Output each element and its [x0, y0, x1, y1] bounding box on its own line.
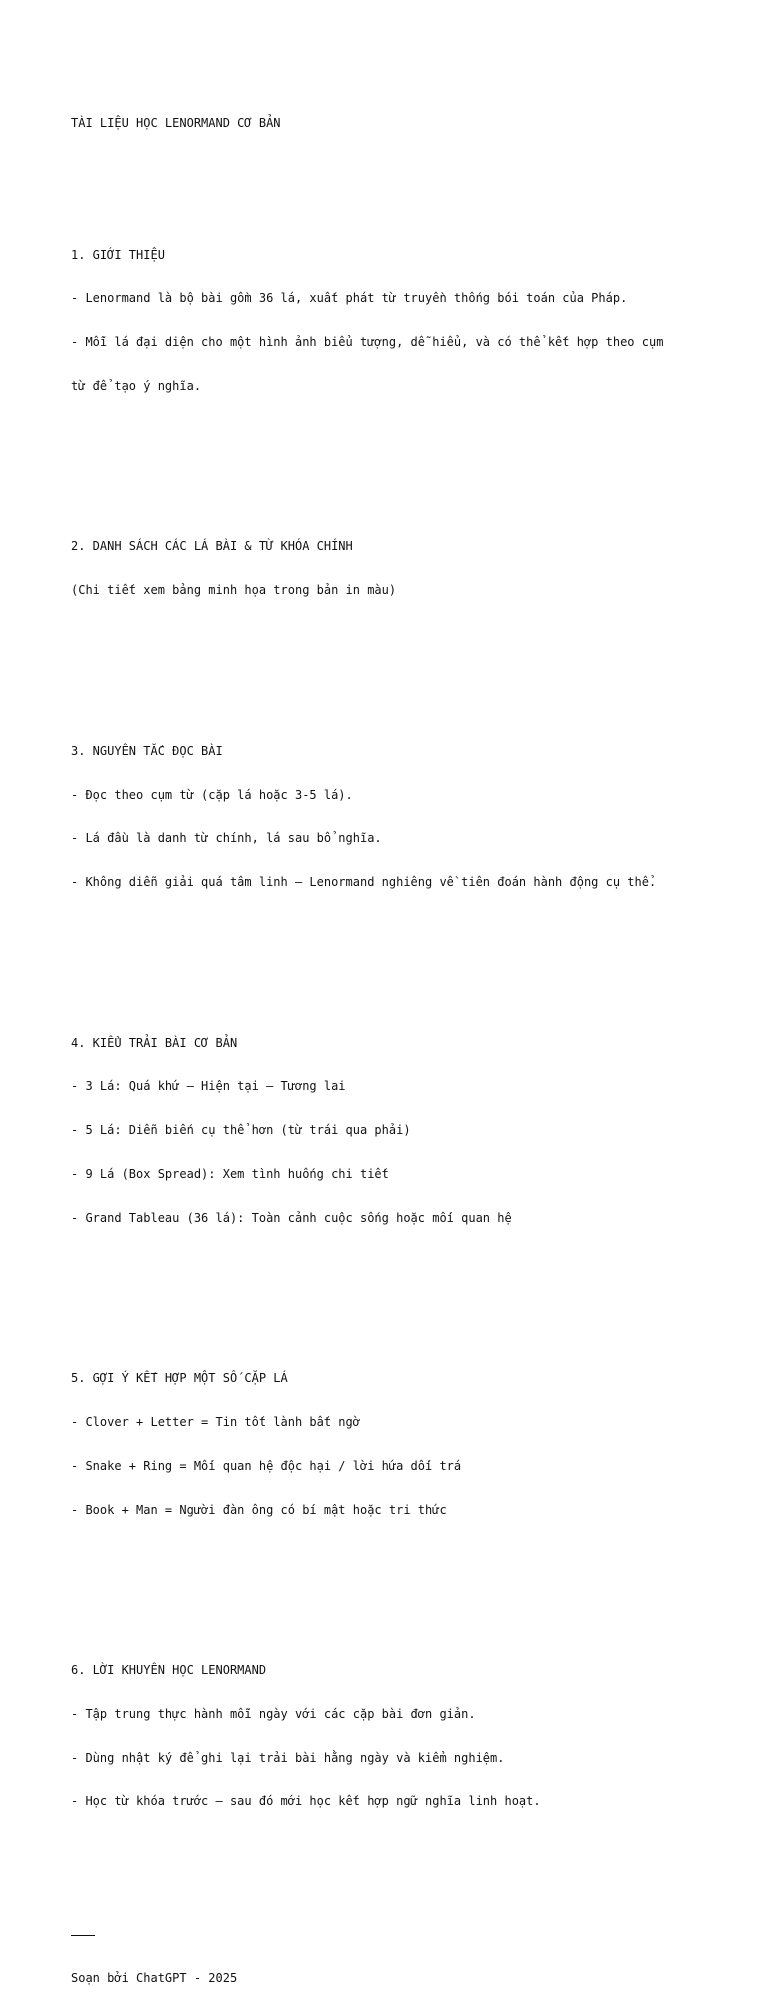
document-body	[71, 87, 731, 2014]
section-line: - Lenormand là bộ bài gồm 36 lá, xuất phát từ truyền thống bói toán của Pháp.	[71, 291, 628, 306]
blank-line	[71, 452, 731, 467]
section-line: - Snake + Ring = Mối quan hệ độc hại / lời hứa dối trá	[71, 1458, 462, 1473]
blank-line	[71, 1867, 731, 1882]
section-heading: 4. KIỂU TRẢI BÀI CƠ BẢN	[71, 1035, 238, 1050]
section-spreads	[71, 1006, 731, 1254]
section-heading: 2. DANH SÁCH CÁC LÁ BÀI & TỪ KHÓA CHÍNH	[71, 539, 353, 554]
footer-credit: Soạn bởi ChatGPT - 2025	[71, 1970, 238, 1985]
section-line: (Chi tiết xem bảng minh họa trong bản in màu)	[71, 583, 397, 598]
section-line: - Học từ khóa trước – sau đó mới học kết hợp ngữ nghĩa linh hoạt.	[71, 1794, 541, 1809]
section-line: - 5 Lá: Diễn biến cụ thể hơn (từ trái qua phải)	[71, 1123, 411, 1138]
section-advice	[71, 1634, 731, 1838]
section-heading: 1. GIỚI THIỆU	[71, 247, 165, 262]
section-line: - Tập trung thực hành mỗi ngày với các cặp bài đơn giản.	[71, 1706, 476, 1721]
section-line: - Dùng nhật ký để ghi lại trải bài hằng ngày và kiểm nghiệm.	[71, 1750, 505, 1765]
blank-line	[71, 948, 731, 963]
blank-line	[71, 1284, 731, 1299]
blank-line	[71, 656, 731, 671]
section-line: - 3 Lá: Quá khứ – Hiện tại – Tương lai	[71, 1079, 346, 1094]
section-card-list	[71, 510, 731, 627]
document-title: TÀI LIỆU HỌC LENORMAND CƠ BẢN	[71, 116, 281, 131]
section-line: - Mỗi lá đại diện cho một hình ảnh biểu tượng, dễ hiểu, và có thể kết hợp theo cụm	[71, 335, 664, 350]
section-introduction	[71, 218, 731, 422]
section-reading-rules	[71, 715, 731, 919]
section-line: - Lá đầu là danh từ chính, lá sau bổ nghĩa.	[71, 831, 382, 846]
section-line: - Không diễn giải quá tâm linh – Lenormand nghiêng về tiên đoán hành động cụ thể.	[71, 875, 657, 890]
section-line: - 9 Lá (Box Spread): Xem tình huống chi tiết	[71, 1166, 389, 1181]
blank-line	[71, 160, 731, 175]
section-combinations	[71, 1342, 731, 1546]
footer-divider	[71, 1926, 95, 1936]
section-line: - Đọc theo cụm từ (cặp lá hoặc 3-5 lá).	[71, 787, 353, 802]
section-line: - Book + Man = Người đàn ông có bí mật hoặc tri thức	[71, 1502, 447, 1517]
blank-line	[71, 1576, 731, 1591]
section-heading: 3. NGUYÊN TẮC ĐỌC BÀI	[71, 743, 223, 758]
section-heading: 6. LỜI KHUYÊN HỌC LENORMAND	[71, 1663, 267, 1678]
section-heading: 5. GỢI Ý KẾT HỢP MỘT SỐ CẶP LÁ	[71, 1371, 288, 1386]
section-line: - Clover + Letter = Tin tốt lành bất ngờ	[71, 1415, 360, 1430]
section-line: từ để tạo ý nghĩa.	[71, 378, 202, 393]
section-line: - Grand Tableau (36 lá): Toàn cảnh cuộc sống hoặc mối quan hệ	[71, 1210, 512, 1225]
